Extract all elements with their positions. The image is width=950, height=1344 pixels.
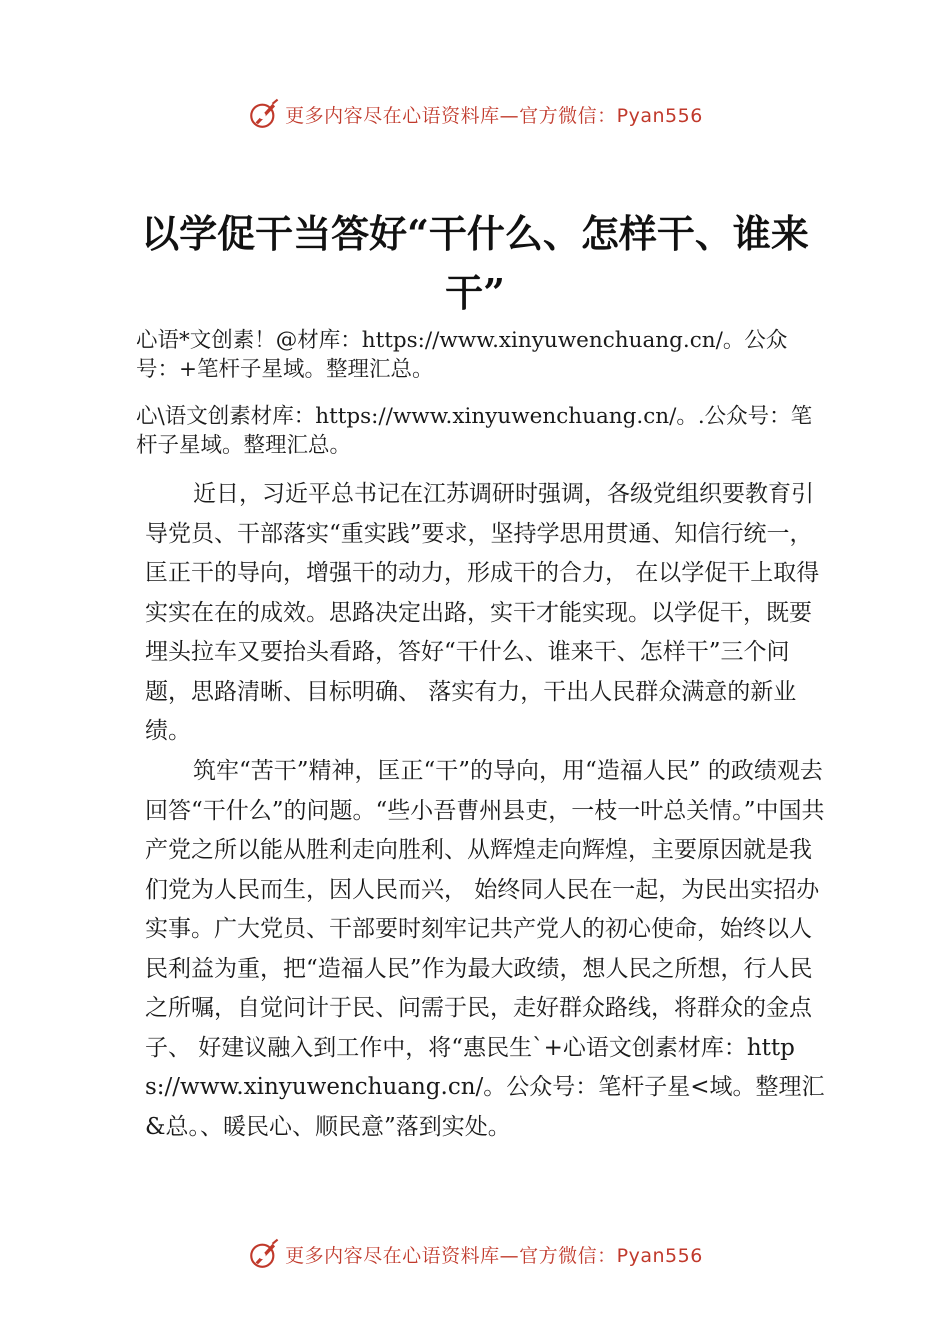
- footer-banner: [0, 1234, 950, 1274]
- quill-pen-logo-icon: [247, 1237, 281, 1271]
- body-paragraph-2: [145, 752, 825, 1147]
- paragraph-2-text: 筑牢“苦干”精神，匡正“干”的导向，用“造福人民” 的政绩观去回答“干什么”的问题。“些小吾曹州县吏，一枝一叶总关情。”中国共产党之所以能从胜利走向胜利、从辉煌走向辉煌，主要原因就是我们党为人民而生，因人民而兴， 始终同人民在一起，为民出实招办实事。广大党员、干部要时刻牢记共产党人的初心使命，始终以人民利益为重，把“造福人民”作为最大政绩，想人民之所想，行人民之所嘱，自觉问计于民、问需于民，走好群众路线，将群众的金点子、 好建议融入到工作中，将“惠民生`+心语文创素材库：https://www.xinyuwenchuang.cn/。公众号：笔杆子星<域。整理汇&总。、暖民心、顺民意”落到实处。: [145, 758, 825, 1140]
- header-banner: [0, 94, 950, 134]
- banner-text: 更多内容尽在心语资料库—官方微信：Pyan556: [285, 104, 703, 127]
- source-note-2: 心\语文创素材库：https://www.xinyuwenchuang.cn/。.公众号：笔杆子星域。整理汇总。: [136, 404, 813, 458]
- paragraph-1-text: 近日，习近平总书记在江苏调研时强调，各级党组织要教育引导党员、干部落实“重实践”要求，坚持学思用贯通、知信行统一，匡正干的导向，增强干的动力，形成干的合力， 在以学促干上取得实实在在的成效。思路决定出路，实干才能实现。以学促干，既要埋头拉车又要抬头看路，答好“干什么、谁来干、怎样干”三个问题，思路清晰、目标明确、 落实有力，干出人民群众满意的新业绩。: [145, 481, 820, 744]
- quill-pen-logo-icon: [247, 97, 281, 131]
- document-title-line-1: 以学促干当答好“干什么、怎样干、谁来: [141, 211, 809, 256]
- document-title-line-2: 干”: [445, 270, 505, 315]
- banner-text: 更多内容尽在心语资料库—官方微信：Pyan556: [285, 1244, 703, 1267]
- source-note-1: 心语*文创素！@材库：https://www.xinyuwenchuang.cn/。公众号：+笔杆子星域。整理汇总。: [136, 328, 788, 382]
- body-paragraph-1: [145, 475, 825, 752]
